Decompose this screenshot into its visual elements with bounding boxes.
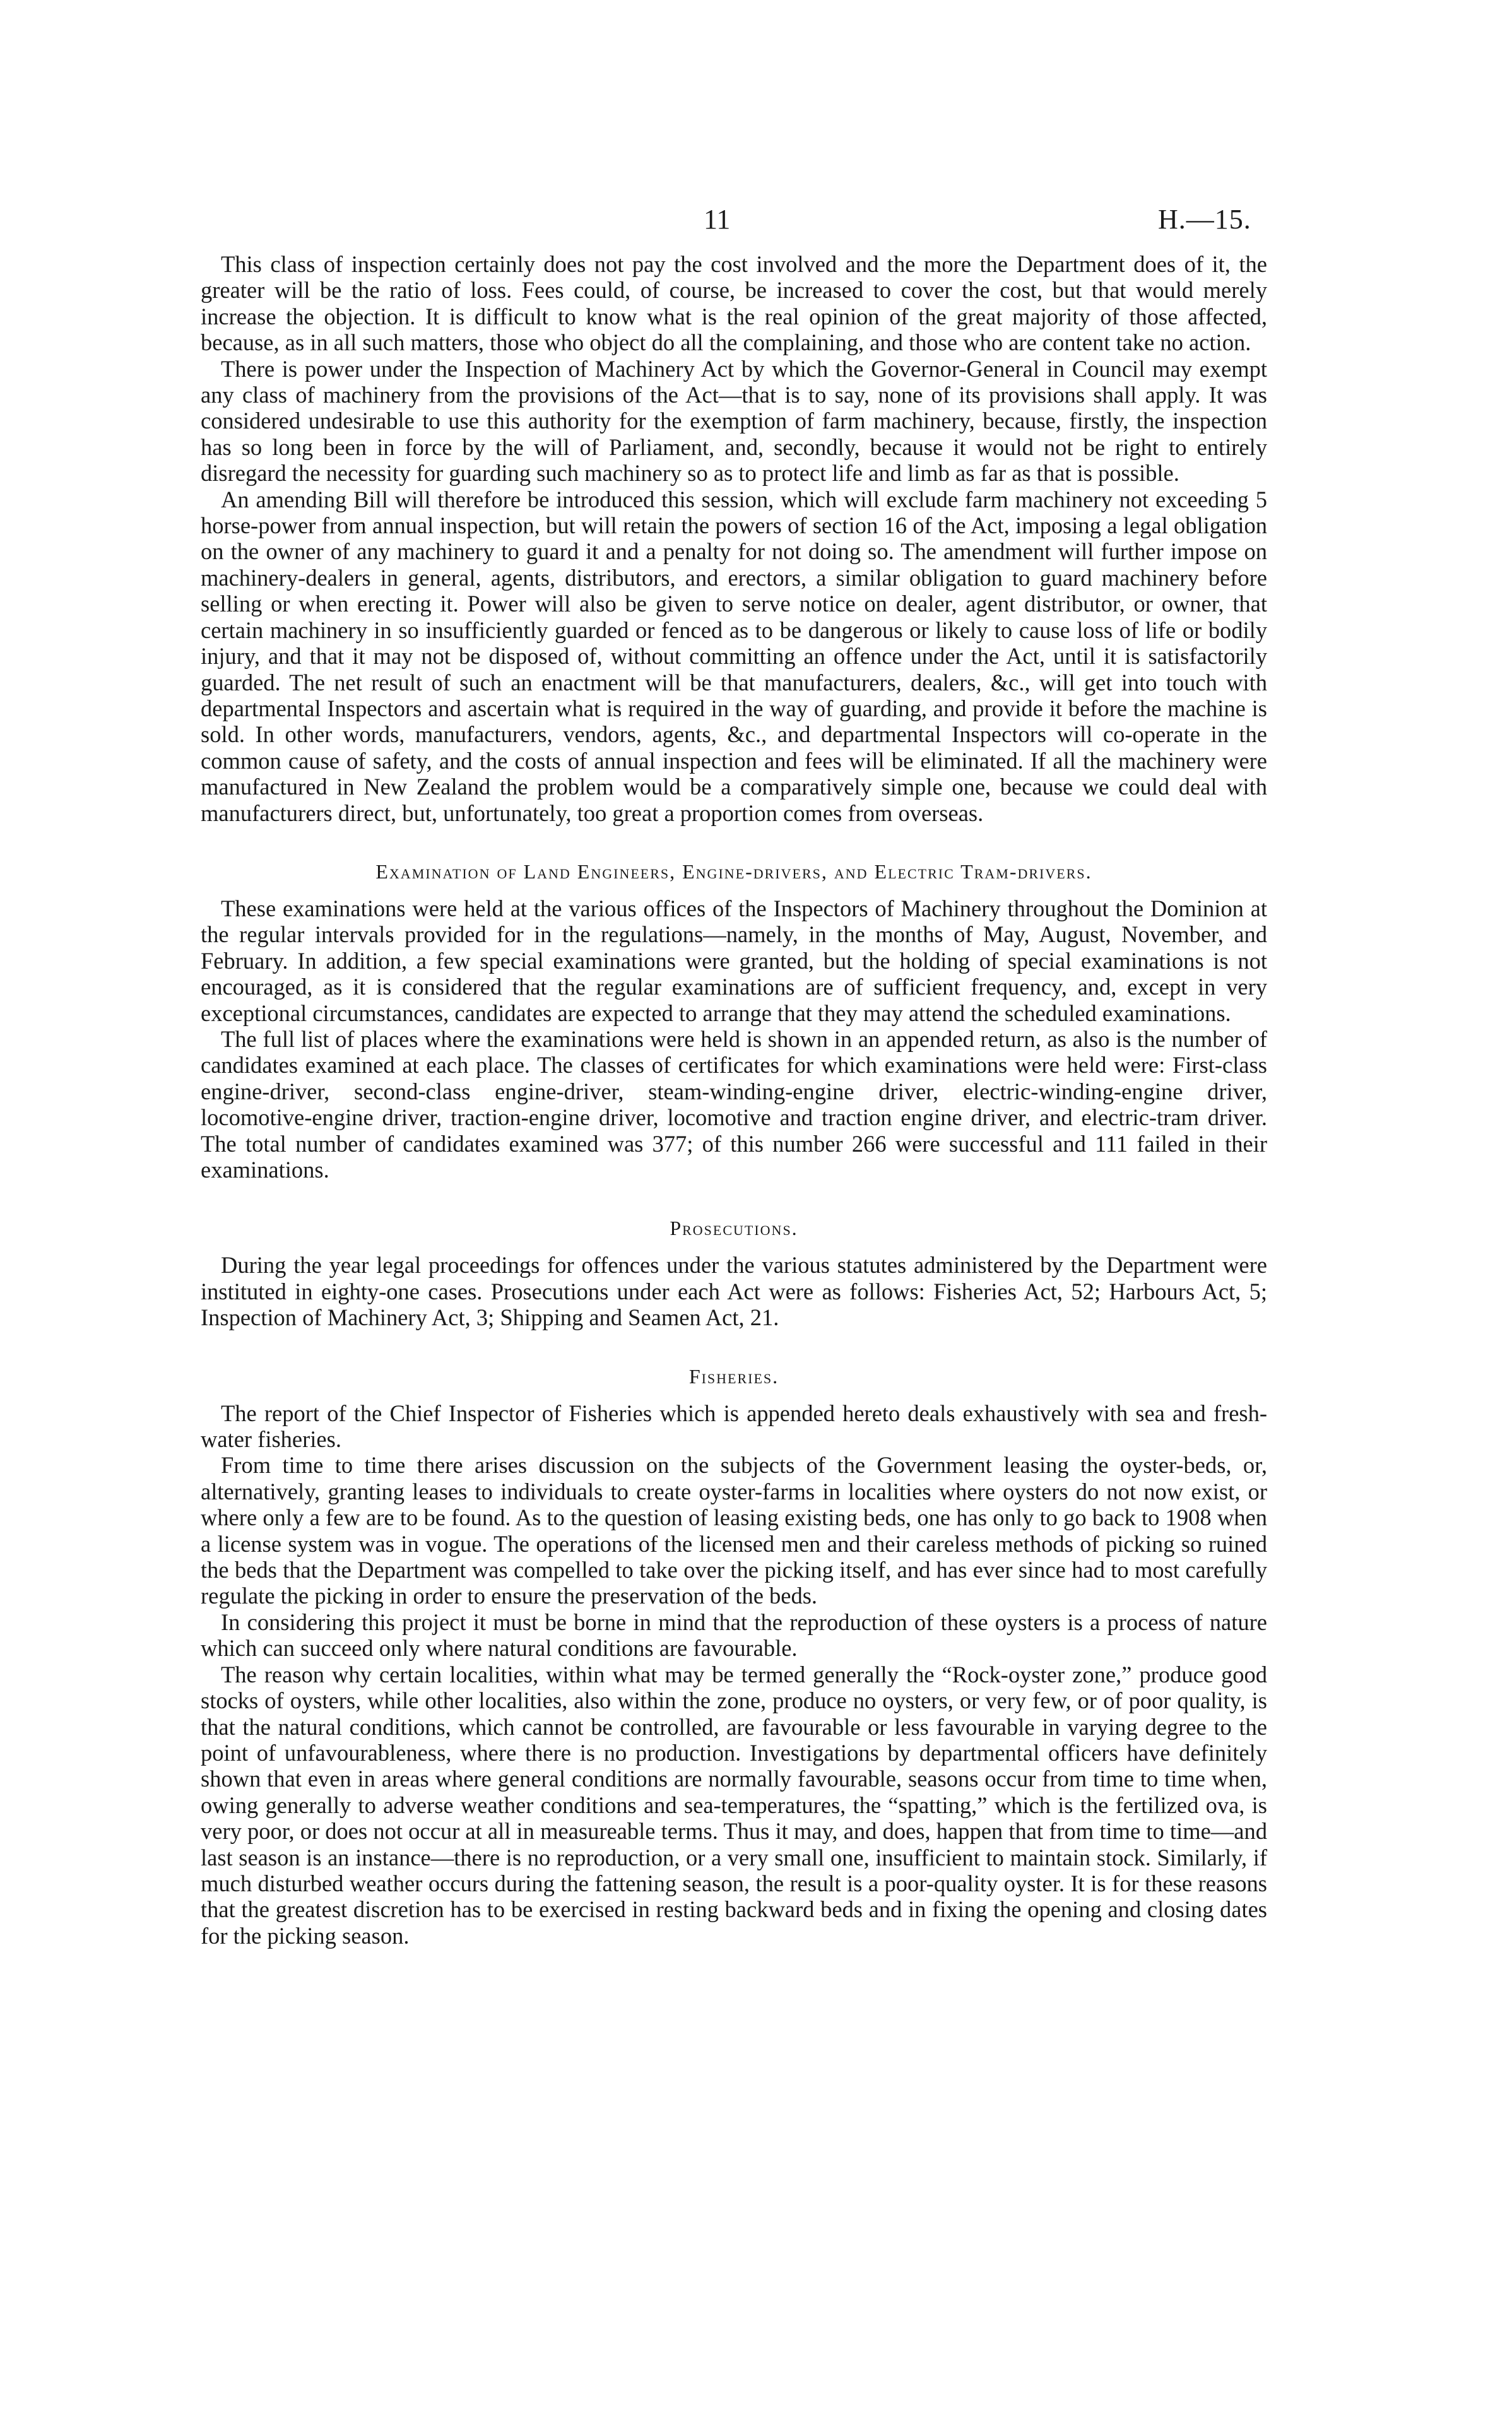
intro-section	[201, 251, 1267, 826]
paragraph: During the year legal proceedings for offences under the various statutes administered by the Department were instituted in eighty-one cases. Prosecutions under each Act were as follows: Fisheries Act, 52; Harbours Act, 5; Inspection of Machinery Act, 3; Shipping and Seamen Act, 21.	[201, 1252, 1267, 1331]
paragraph: There is power under the Inspection of Machinery Act by which the Governor-General in Council may exempt any class of machinery from the provisions of the Act—that is to say, none of its provisions shall apply. It was considered undesirable to use this authority for the exemption of farm machinery, because, firstly, the inspection has so long been in force by the will of Parliament, and, secondly, because it would not be right to entirely disregard the necessity for guarding such machinery so as to protect life and limb as far as that is possible.	[201, 355, 1267, 487]
page-body	[201, 251, 1267, 1949]
paragraph: The full list of places where the examinations were held is shown in an appended return, as also is the number of candidates examined at each place. The classes of certificates for which examinations were held were: First-class engine-driver, second-class engine-driver, steam-winding-engine driver, electric-winding-engine driver, locomotive-engine driver, traction-engine driver, locomotive and traction engine driver, and electric-tram driver. The total number of candidates examined was 377; of this number 266 were successful and 111 failed in their examinations.	[201, 1025, 1267, 1183]
paragraph: An amending Bill will therefore be introduced this session, which will exclude farm machinery not exceeding 5 horse-power from annual inspection, but will retain the powers of section 16 of the Act, imposing a legal obligation on the owner of any machinery to guard it and a penalty for not doing so. The amendment will further impose on machinery-dealers in general, agents, distributors, and erectors, a similar obligation to guard machinery before selling or when erecting it. Power will also be given to serve notice on dealer, agent distributor, or owner, that certain machinery in so insufficiently guarded or fenced as to be dangerous or likely to cause loss of life or bodily injury, and that it may not be disposed of, without committing an offence under the Act, until it is satisfactorily guarded. The net result of such an enactment will be that manufacturers, dealers, &c., will get into touch with departmental Inspectors and ascertain what is required in the way of guarding, and provide it before the machine is sold. In other words, manufacturers, vendors, agents, &c., and departmental Inspectors will co-operate in the common cause of safety, and the costs of annual inspection and fees will be eliminated. If all the machinery were manufactured in New Zealand the problem would be a comparatively simple one, because we could deal with manufacturers direct, but, unfortunately, too great a proportion comes from overseas.	[201, 486, 1267, 826]
section-heading: Fisheries.	[688, 1364, 779, 1388]
paragraph: In considering this project it must be borne in mind that the reproduction of these oysters is a process of nature which can succeed only where natural conditions are favourable.	[201, 1609, 1267, 1662]
prosecutions-section	[201, 1215, 1267, 1330]
paragraph: These examinations were held at the various offices of the Inspectors of Machinery throughout the Dominion at the regular intervals provided for in the regulations—namely, in the months of May, August, November, and February. In addition, a few special examinations were granted, but the holding of special examinations is not encouraged, as it is considered that the regular examinations are of sufficient frequency, and, except in very exceptional circumstances, candidates are expected to arrange that they may attend the scheduled examinations.	[201, 895, 1267, 1026]
paragraph: The reason why certain localities, within what may be termed generally the “Rock-oyster zone,” produce good stocks of oysters, while other localities, also within the zone, produce no oysters, or very few, or of poor quality, is that the natural conditions, which cannot be controlled, are favourable or less favourable in varying degree to the point of unfavourableness, where there is no production. Investigations by departmental officers have definitely shown that even in areas where general conditions are normally favourable, seasons occur from time to time when, owing generally to adverse weather conditions and sea-temperatures, the “spatting,” which is the fertilized ova, is very poor, or does not occur at all in measureable terms. Thus it may, and does, happen that from time to time—and last season is an instance—there is no reproduction, or a very small one, insufficient to maintain stock. Similarly, if much disturbed weather occurs during the fattening season, the result is a poor-quality oyster. It is for these reasons that the greatest discretion has to be exercised in resting backward beds and in fixing the opening and closing dates for the picking season.	[201, 1661, 1267, 1949]
page-number: 11	[704, 204, 731, 235]
section-heading: Prosecutions.	[670, 1217, 798, 1240]
paragraph: The report of the Chief Inspector of Fisheries which is appended hereto deals exhaustively with sea and fresh-water fisheries.	[201, 1400, 1267, 1453]
paragraph: This class of inspection certainly does not pay the cost involved and the more the Department does of it, the greater will be the ratio of loss. Fees could, of course, be increased to cover the cost, but that would merely increase the objection. It is difficult to know what is the real opinion of the great majority of those affected, because, as in all such matters, those who object do all the complaining, and those who are content take no action.	[201, 251, 1267, 356]
report-reference: H.—15.	[1158, 204, 1251, 235]
paragraph: From time to time there arises discussion on the subjects of the Government leasing the oyster-beds, or, alternatively, granting leases to individuals to create oyster-farms in localities where oysters do not now exist, or where only a few are to be found. As to the question of leasing existing beds, one has only to go back to 1908 when a license system was in vogue. The operations of the licensed men and their careless methods of picking so ruined the beds that the Department was compelled to take over the picking itself, and has ever since had to most carefully regulate the picking in order to ensure the preservation of the beds.	[201, 1452, 1267, 1609]
section-heading: Examination of Land Engineers, Engine-drivers, and Electric Tram-drivers.	[375, 859, 1092, 883]
examinations-section	[201, 859, 1267, 1183]
page-header	[0, 201, 1512, 239]
fisheries-section	[201, 1364, 1267, 1949]
